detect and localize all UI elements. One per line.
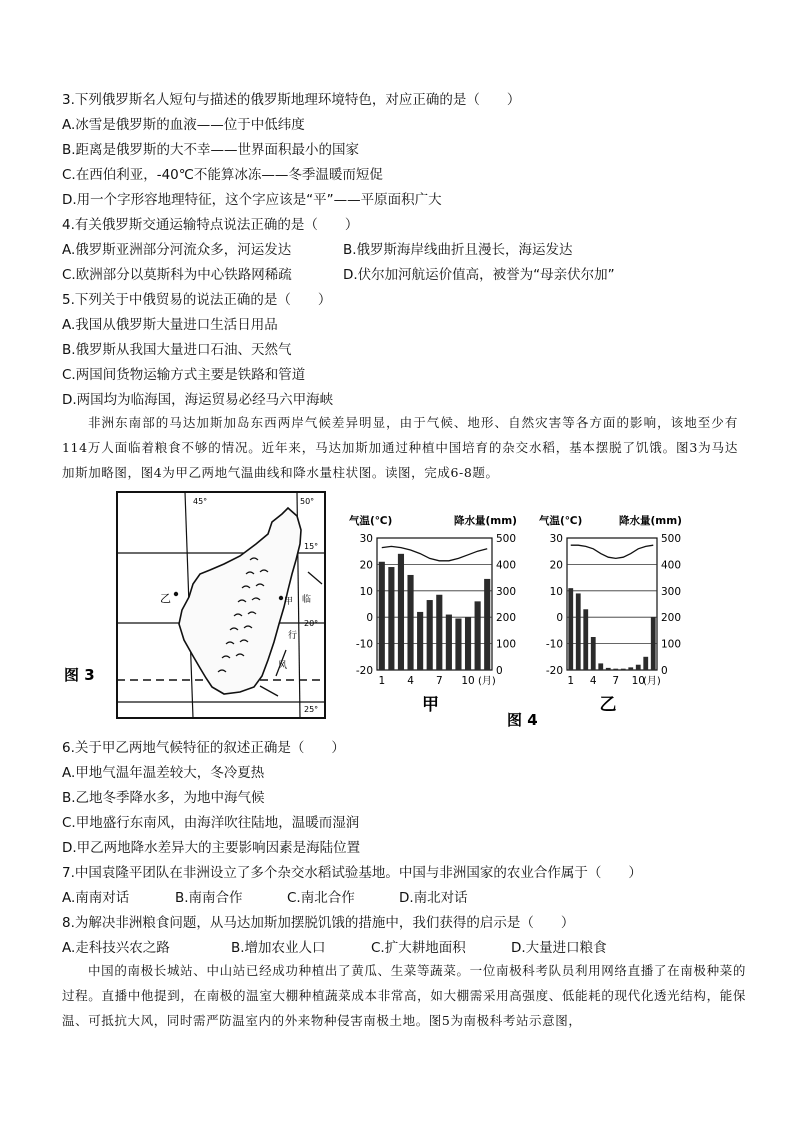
passage-madagascar: 非洲东南部的马达加斯加岛东西两岸气候差异明显，由于气候、地形、自然灾害等各方面的影响，该地至少有114万人面临着粮食不够的情况。近年来，马达加斯加通过种植中国培育的杂交水稻，基本摆脱了饥饿。图3为马达加斯加略图，图4为甲乙两地气温曲线和降水量柱状图。读图，完成6-8题。: [62, 415, 738, 480]
place-jia-label: 甲: [284, 597, 294, 607]
q5-stem: 5.下列关于中俄贸易的说法正确的是（ ）: [62, 292, 332, 308]
chart1-precip-bar: [475, 601, 481, 670]
chart1-ytick-left: 0: [366, 612, 373, 625]
chart1-xtick: 1: [378, 675, 386, 687]
q3-option-d: D.用一个字形容地理特征，这个字应该是“平”——平原面积广大: [62, 192, 442, 208]
chart1-ytick-left: 30: [359, 533, 373, 545]
place-yi-label: 乙: [160, 592, 171, 605]
chart2-ytick-left: 30: [549, 533, 563, 545]
chart1-ytick-right: 400: [496, 559, 517, 572]
chart2-ytick-left: 10: [549, 585, 563, 598]
q5-option-b: B.俄罗斯从我国大量进口石油、天然气: [62, 342, 292, 358]
q5-option-a: A.我国从俄罗斯大量进口生活日用品: [62, 317, 278, 333]
q4-option-a: A.俄罗斯亚洲部分河流众多，河运发达: [62, 242, 292, 258]
chart1-precip-bar: [398, 554, 404, 670]
wind-arrow-3: [260, 686, 278, 696]
chart2-precip-bar: [613, 669, 618, 670]
q8-option-b: B.增加农业人口: [231, 940, 326, 956]
chart2-precip-bar: [598, 663, 603, 670]
q3-option-c: C.在西伯利亚，-40℃不能算冰冻——冬季温暖而短促: [62, 167, 383, 183]
chart2-ytick-left: -10: [545, 638, 563, 651]
lon-label-50: 50°: [300, 497, 315, 506]
chart1-ylabel-right: 降水量(mm): [454, 515, 517, 527]
q7-option-a: A.南南对话: [62, 890, 130, 906]
q6-stem: 6.关于甲乙两地气候特征的叙述正确是（ ）: [62, 740, 345, 756]
chart1-xtick: 4: [407, 675, 414, 687]
chart1-precip-bar: [484, 579, 490, 670]
lon-label-45: 45°: [193, 497, 208, 506]
q4-option-d: D.伏尔加河航运价值高，被誉为“母亲伏尔加”: [343, 267, 615, 283]
chart1-precip-bar: [446, 615, 452, 670]
chart2-ytick-right: 300: [661, 585, 682, 598]
chart2-precip-bar: [643, 657, 648, 670]
chart1-title: 甲: [422, 695, 439, 715]
chart2-ylabel-right: 降水量(mm): [619, 515, 682, 527]
q3-option-a: A.冰雪是俄罗斯的血液——位于中低纬度: [62, 117, 305, 133]
chart2-ytick-right: 500: [661, 533, 682, 545]
figure-4-label: 图 4: [507, 711, 538, 729]
chart2-xtick: 1: [567, 675, 575, 687]
chart2-precip-bar: [628, 667, 633, 670]
chart2-precip-bar: [591, 637, 596, 670]
lat-label-20: 20°: [304, 619, 319, 628]
chart1-ytick-left: 10: [359, 585, 373, 598]
chart1-precip-bar: [436, 595, 442, 670]
q3-stem: 3.下列俄罗斯名人短句与描述的俄罗斯地理环境特色，对应正确的是（ ）: [62, 92, 521, 108]
chart1-precip-bar: [465, 617, 471, 670]
q7-option-d: D.南北对话: [399, 890, 468, 906]
wind-label-3: 风: [278, 661, 288, 671]
chart1-precip-bar: [379, 562, 385, 670]
chart1-ytick-right: 200: [496, 612, 517, 625]
q8-stem: 8.为解决非洲粮食问题，从马达加斯加摆脱饥饿的措施中，我们获得的启示是（ ）: [62, 915, 575, 931]
chart2-temperature-line: [571, 545, 654, 558]
q7-option-c: C.南北合作: [287, 890, 355, 906]
q4-option-b: B.俄罗斯海岸线曲折且漫长，海运发达: [343, 242, 573, 258]
chart2-precip-bar: [621, 669, 626, 670]
chart2-ylabel-left: 气温(℃): [539, 515, 583, 527]
q3-option-b: B.距离是俄罗斯的大不幸——世界面积最小的国家: [62, 142, 360, 158]
chart1-ytick-right: 0: [496, 665, 503, 677]
chart1-ytick-right: 100: [496, 638, 517, 651]
chart2-xlabel: (月): [643, 676, 661, 687]
q4-stem: 4.有关俄罗斯交通运输特点说法正确的是（ ）: [62, 217, 359, 233]
lat-label-15: 15°: [304, 542, 319, 551]
chart1-precip-bar: [427, 600, 433, 670]
q7-stem: 7.中国袁隆平团队在非洲设立了多个杂交水稻试验基地。中国与非洲国家的农业合作属于（ ）: [62, 865, 642, 881]
chart2-xtick: 10: [631, 675, 645, 687]
chart2-ytick-right: 100: [661, 638, 682, 651]
q8-option-d: D.大量进口粮食: [511, 940, 607, 956]
chart1-ytick-right: 500: [496, 533, 517, 545]
q8-option-c: C.扩大耕地面积: [371, 940, 466, 956]
figure-4-climate-charts: [335, 500, 715, 732]
chart2-title: 乙: [599, 695, 617, 715]
wind-label-1: 临: [302, 595, 312, 605]
chart1-ytick-left: -20: [355, 665, 373, 677]
passage-antarctica: 中国的南极长城站、中山站已经成功种植出了黄瓜、生菜等蔬菜。一位南极科考队员利用网络直播了在南极种菜的过程。直播中他提到，在南极的温室大棚种植蔬菜成本非常高，如大棚需采用高强度、低能耗的现代化透光结构，能保温、可抵抗大风，同时需严防温室内的外来物种侵害南极土地。图5为南极科考站示意图，: [62, 963, 746, 1028]
chart2-ytick-left: 0: [556, 612, 563, 625]
station-jia-dot: [279, 596, 283, 600]
chart2-ytick-left: 20: [549, 559, 563, 572]
chart1-precip-bar: [417, 612, 423, 670]
q5-option-c: C.两国间货物运输方式主要是铁路和管道: [62, 367, 306, 383]
chart2-precip-bar: [576, 593, 581, 670]
q4-option-c: C.欧洲部分以莫斯科为中心铁路网稀疏: [62, 267, 292, 283]
q6-option-a: A.甲地气温年温差较大，冬冷夏热: [62, 765, 265, 781]
chart2-xtick: 7: [612, 675, 620, 687]
wind-label-2: 行: [288, 631, 298, 641]
chart2-precip-bar: [606, 668, 611, 670]
chart1-ytick-right: 300: [496, 585, 517, 598]
chart2-ytick-right: 400: [661, 559, 682, 572]
q8-option-a: A.走科技兴农之路: [62, 940, 170, 956]
chart2-ytick-right: 0: [661, 665, 668, 677]
chart1-precip-bar: [455, 619, 461, 670]
q7-option-b: B.南南合作: [175, 890, 243, 906]
chart1-temperature-line: [382, 546, 487, 560]
station-yi-dot: [174, 592, 178, 596]
chart1-ylabel-left: 气温(℃): [349, 515, 393, 527]
chart1-xlabel: (月): [478, 676, 496, 687]
chart1-precip-bar: [388, 567, 394, 670]
q6-option-d: D.甲乙两地降水差异大的主要影响因素是海陆位置: [62, 840, 361, 856]
chart1-ytick-left: 20: [359, 559, 373, 572]
wind-arrow-1: [308, 572, 322, 584]
chart1-ytick-left: -10: [355, 638, 373, 651]
chart2-ytick-left: -20: [545, 665, 563, 677]
q5-option-d: D.两国均为临海国，海运贸易必经马六甲海峡: [62, 392, 334, 408]
chart1-xtick: 7: [435, 675, 443, 687]
chart1-precip-bar: [407, 575, 413, 670]
q6-option-b: B.乙地冬季降水多，为地中海气候: [62, 790, 265, 806]
chart1-xtick: 10: [461, 675, 475, 687]
q6-option-c: C.甲地盛行东南风，由海洋吹往陆地，温暖而湿润: [62, 815, 360, 831]
chart2-precip-bar: [568, 588, 573, 670]
chart2-precip-bar: [651, 617, 656, 670]
chart2-xtick: 4: [589, 675, 597, 687]
chart2-ytick-right: 200: [661, 612, 682, 625]
figure-3-map: [60, 490, 330, 722]
figure-3-label: 图 3: [64, 666, 95, 684]
chart2-precip-bar: [636, 665, 641, 670]
lat-label-25: 25°: [304, 705, 319, 714]
chart2-precip-bar: [583, 609, 588, 670]
